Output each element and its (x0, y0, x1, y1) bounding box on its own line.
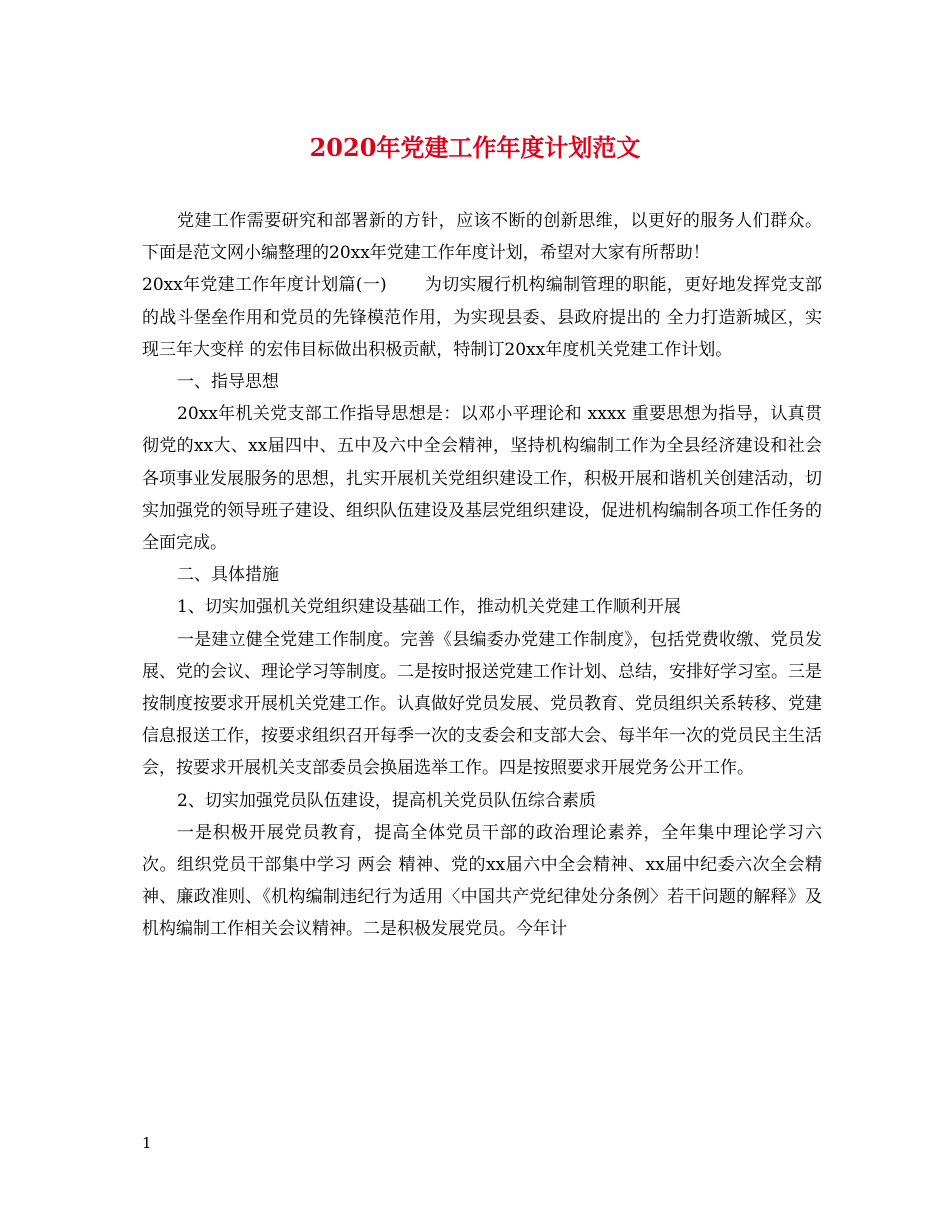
measure-2-title-text: 2、切实加强党员队伍建设，提高机关党员队伍综合素质 (177, 790, 596, 811)
paragraph-guiding-text: 20xx年机关党支部工作指导思想是：以邓小平理论和 xxxx 重要思想为指导，认真贯彻党的xx大、xx届四中、五中及六中全会精神，坚持机构编制工作为全县经济建设和社会各项事业发展服务的思想，扎实开展机关党组织建设工作，积极开展和谐机关创建活动，切实加强党的领导班子建设、组织队伍建设及基层党组织建设，促进机构编制各项工作任务的全面完成。 (142, 404, 822, 554)
plan-intro-text: 为切实履行机构编制管理的职能，更好地发挥党支部的战斗堡垒作用和党员的先锋模范作用，为实现县委、县政府提出的 全力打造新城区，实现三年大变样 的宏伟目标做出积极贡献，特制订20xx年度机关党建工作计划。 (142, 275, 822, 360)
paragraph-plan-intro (142, 269, 822, 366)
measure-1-body (142, 624, 822, 785)
paragraph-intro-text: 党建工作需要研究和部署新的方针，应该不断的创新思维，以更好的服务人们群众。下面是范文网小编整理的20xx年党建工作年度计划，希望对大家有所帮助！ (142, 211, 822, 264)
measure-2-body-text: 一是积极开展党员教育，提高全体党员干部的政治理论素养，全年集中理论学习六次。组织党员干部集中学习 两会 精神、党的xx届六中全会精神、xx届中纪委六次全会精神、廉政准则、《机构编制违纪行为适用〈中国共产党纪律处分条例〉若干问题的解释》及机构编制工作相关会议精神。二是积极发展党员。今年计 (142, 822, 822, 940)
document-body (142, 205, 822, 946)
section-heading-measures (142, 559, 822, 591)
measure-1-title-text: 1、切实加强机关党组织建设基础工作，推动机关党建工作顺利开展 (177, 597, 681, 618)
measure-1-body-text: 一是建立健全党建工作制度。完善《县编委办党建工作制度》，包括党费收缴、党员发展、党的会议、理论学习等制度。二是按时报送党建工作计划、总结，安排好学习室。三是按制度按要求开展机关党建工作。认真做好党员发展、党员教育、党员组织关系转移、党建信息报送工作，按要求组织召开每季一次的支委会和支部大会、每半年一次的党员民主生活会，按要求开展机关支部委员会换届选举工作。四是按照要求开展党务公开工作。 (142, 629, 822, 779)
document-title: 2020年党建工作年度计划范文 (309, 133, 641, 162)
paragraph-intro (142, 205, 822, 269)
measure-2-title (142, 785, 822, 817)
measure-2-body (142, 817, 822, 946)
paragraph-guiding (142, 398, 822, 559)
section-heading-guiding (142, 366, 822, 398)
plan-heading-inline: 20xx年党建工作年度计划篇(一) (142, 275, 387, 296)
measure-1-title (142, 591, 822, 623)
section-heading-guiding-text: 一、指导思想 (177, 372, 279, 393)
page-number: 1 (142, 1134, 152, 1152)
section-heading-measures-text: 二、具体措施 (177, 565, 279, 586)
